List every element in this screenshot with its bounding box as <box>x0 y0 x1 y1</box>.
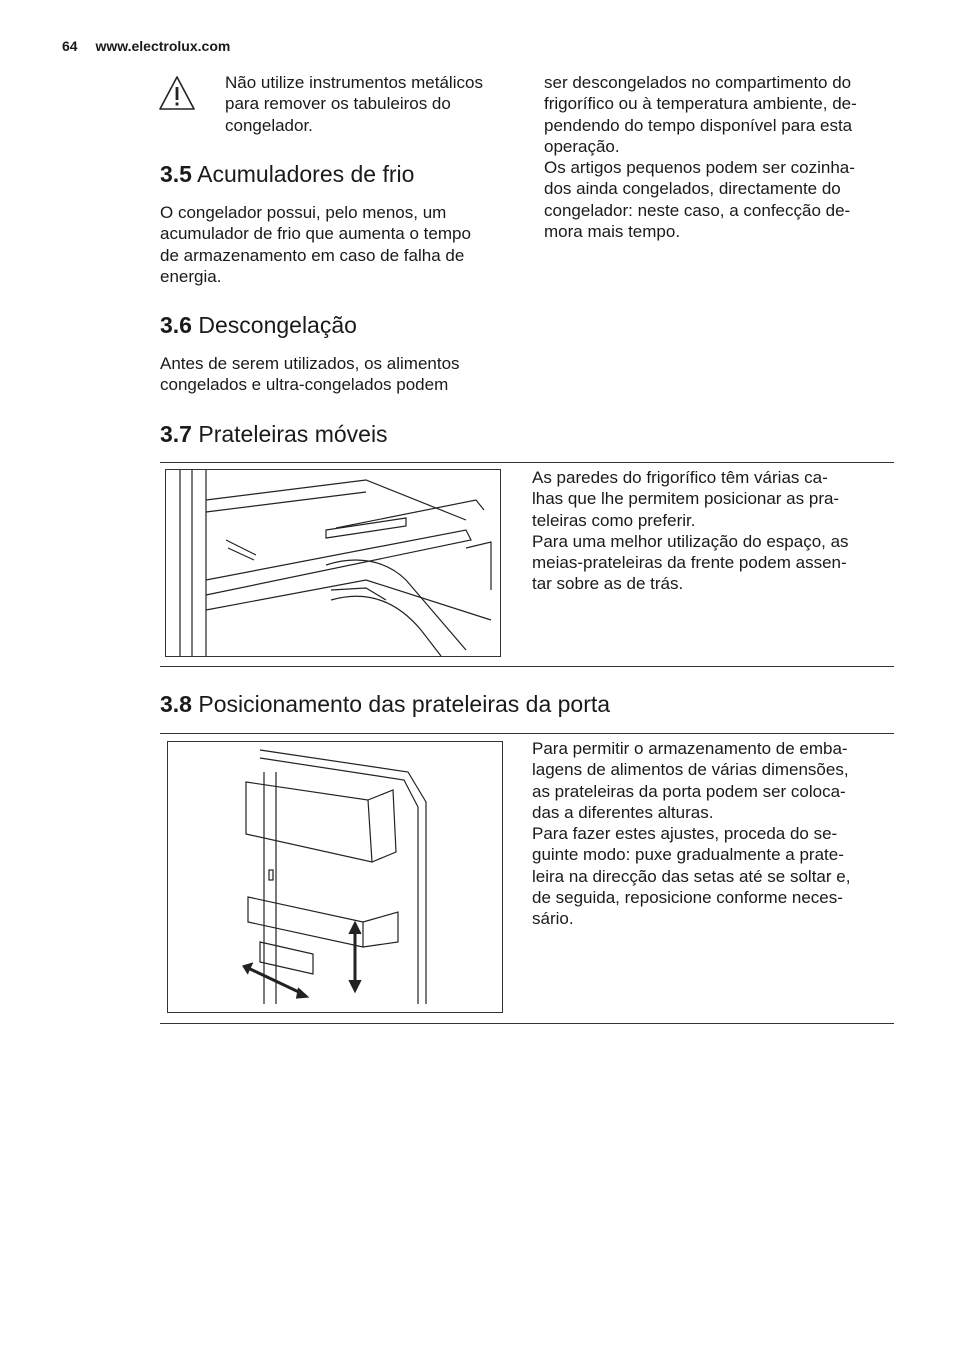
section-number: 3.5 <box>160 161 192 187</box>
shelf-illustration <box>165 469 501 657</box>
section-3-7-heading <box>160 420 388 448</box>
page-number: 64 <box>62 38 78 54</box>
section-number: 3.8 <box>160 691 192 717</box>
section-3-6-body: Antes de serem utilizados, os alimentos congelados e ultra-congelados podem <box>160 354 460 395</box>
section-number: 3.7 <box>160 421 192 447</box>
section-3-6-body-continued: ser descongelados no compartimento do frigorífico ou à temperatura ambiente, de- pendendo do tempo disponível para esta operação. Os artigos pequenos podem ser cozinha- dos ainda congelados, directamente do congelador: neste caso, a confecção de- mora mais tempo. <box>544 73 857 242</box>
section-3-5-body: O congelador possui, pelo menos, um acumulador de frio que aumenta o tempo de armazenamento em caso de falha de energia. <box>160 203 471 286</box>
section-number: 3.6 <box>160 312 192 338</box>
warning-text: Não utilize instrumentos metálicos para remover os tabuleiros do congelador. <box>225 73 483 135</box>
section-3-8-heading <box>160 690 610 718</box>
site-url: www.electrolux.com <box>95 38 231 54</box>
divider <box>160 733 894 734</box>
divider <box>160 462 894 463</box>
door-shelf-illustration <box>167 741 503 1013</box>
section-3-8-body: Para permitir o armazenamento de emba- lagens de alimentos de várias dimensões, as prateleiras da porta podem ser coloca- das a diferentes alturas. Para fazer estes ajustes, proceda do se- guinte modo: puxe gradualmente a prate- leira na direcção das setas até se soltar e, de seguida, reposicione conforme neces- sário. <box>532 739 851 929</box>
section-3-6-heading <box>160 311 357 339</box>
page-header <box>62 38 230 54</box>
section-title: Acumuladores de frio <box>197 161 415 187</box>
section-title: Prateleiras móveis <box>198 421 388 447</box>
section-title: Posicionamento das prateleiras da porta <box>198 691 611 717</box>
divider <box>160 1023 894 1024</box>
warning-triangle-icon <box>158 75 196 111</box>
section-title: Descongelação <box>198 312 357 338</box>
section-3-7-body: As paredes do frigorífico têm várias ca- lhas que lhe permitem posicionar as pra- teleiras como preferir. Para uma melhor utilização do espaço, as meias-prateleiras da frente podem assen- tar sobre as de trás. <box>532 468 849 594</box>
divider <box>160 666 894 667</box>
section-3-5-heading <box>160 160 414 188</box>
